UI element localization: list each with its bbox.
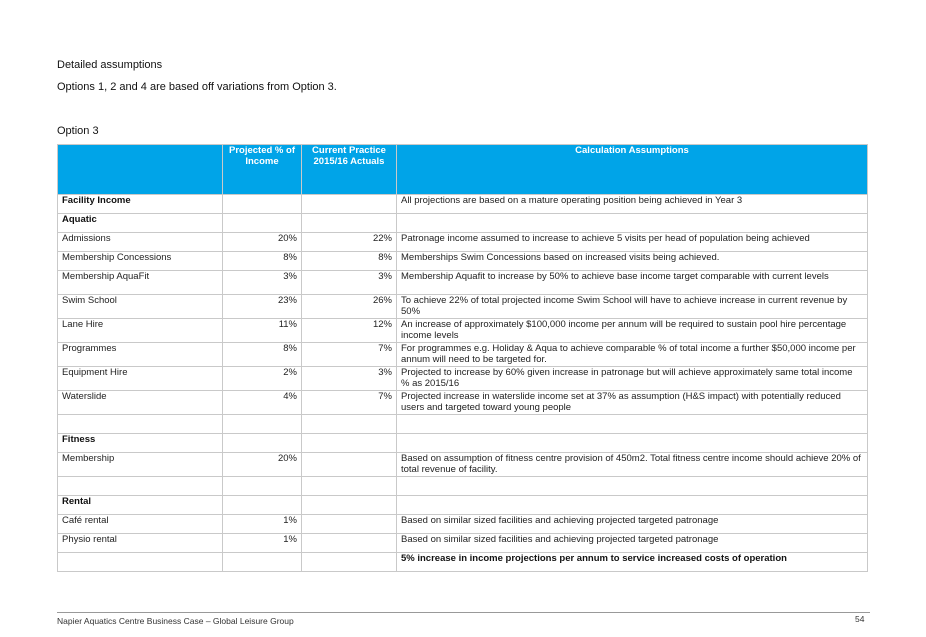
row-label: Fitness: [58, 434, 223, 453]
row-projected: [223, 195, 302, 214]
row-label: Swim School: [58, 295, 223, 319]
row-label: Membership: [58, 453, 223, 477]
row-projected: 23%: [223, 295, 302, 319]
row-current: [302, 515, 397, 534]
row-assumption: Projected to increase by 60% given increase in patronage but will achieve approximately same total income % as 2015/16: [397, 367, 868, 391]
table-row-lane-hire: [58, 319, 868, 343]
row-projected: 2%: [223, 367, 302, 391]
row-projected: [223, 477, 302, 496]
row-current: 8%: [302, 252, 397, 271]
row-assumption: Memberships Swim Concessions based on increased visits being achieved.: [397, 252, 868, 271]
table-row-membership-aquafit: [58, 271, 868, 295]
row-assumption: Membership Aquafit to increase by 50% to achieve base income target comparable with current levels: [397, 271, 868, 295]
heading-option-3: Option 3: [57, 125, 99, 137]
row-label: Programmes: [58, 343, 223, 367]
row-projected: 3%: [223, 271, 302, 295]
row-assumption: Patronage income assumed to increase to achieve 5 visits per head of population being achieved: [397, 233, 868, 252]
row-current: [302, 553, 397, 572]
row-projected: [223, 415, 302, 434]
row-assumption: All projections are based on a mature operating position being achieved in Year 3: [397, 195, 868, 214]
row-label: Admissions: [58, 233, 223, 252]
footer-text: Napier Aquatics Centre Business Case – Global Leisure Group: [57, 616, 294, 626]
row-assumption: [397, 477, 868, 496]
table-row-physio-rental: [58, 534, 868, 553]
table-row-spacer: [58, 415, 868, 434]
row-current: [302, 453, 397, 477]
row-current: 26%: [302, 295, 397, 319]
row-current: 3%: [302, 271, 397, 295]
table-row-waterslide: [58, 391, 868, 415]
row-current: 12%: [302, 319, 397, 343]
row-label: Rental: [58, 496, 223, 515]
row-assumption: For programmes e.g. Holiday & Aqua to achieve comparable % of total income a further $50,000 income per annum will need to be targeted for.: [397, 343, 868, 367]
table-row-swim-school: [58, 295, 868, 319]
table-row-facility-income: [58, 195, 868, 214]
row-current: [302, 434, 397, 453]
row-assumption: [397, 496, 868, 515]
row-projected: 8%: [223, 343, 302, 367]
row-assumption: To achieve 22% of total projected income Swim School will have to achieve increase in current revenue by 50%: [397, 295, 868, 319]
row-label: [58, 553, 223, 572]
row-assumption: [397, 214, 868, 233]
table-row-programmes: [58, 343, 868, 367]
row-label: Café rental: [58, 515, 223, 534]
header-projected: Projected % of Income: [223, 145, 302, 195]
row-assumption: Based on similar sized facilities and achieving projected targeted patronage: [397, 534, 868, 553]
row-assumption: Based on similar sized facilities and achieving projected targeted patronage: [397, 515, 868, 534]
row-assumption: 5% increase in income projections per annum to service increased costs of operation: [397, 553, 868, 572]
row-label: Waterslide: [58, 391, 223, 415]
row-current: 3%: [302, 367, 397, 391]
row-projected: 1%: [223, 515, 302, 534]
table-row-summary: [58, 553, 868, 572]
footer-divider: [57, 612, 870, 613]
row-projected: 1%: [223, 534, 302, 553]
row-assumption: Based on assumption of fitness centre provision of 450m2. Total fitness centre income should achieve 20% of total revenue of facility.: [397, 453, 868, 477]
page-number: 54: [855, 614, 865, 624]
row-label: Aquatic: [58, 214, 223, 233]
row-current: [302, 214, 397, 233]
table-row-aquatic: [58, 214, 868, 233]
row-label: [58, 415, 223, 434]
row-current: 7%: [302, 391, 397, 415]
table-row-rental: [58, 496, 868, 515]
row-current: 22%: [302, 233, 397, 252]
row-assumption: Projected increase in waterslide income set at 37% as assumption (H&S impact) with potentially reduced users and targeted toward young people: [397, 391, 868, 415]
heading-options-note: Options 1, 2 and 4 are based off variations from Option 3.: [57, 81, 337, 93]
row-label: [58, 477, 223, 496]
row-label: Lane Hire: [58, 319, 223, 343]
table-row-cafe-rental: [58, 515, 868, 534]
table-row-spacer: [58, 477, 868, 496]
header-label-col: [58, 145, 223, 195]
row-current: [302, 415, 397, 434]
table-row-fitness-membership: [58, 453, 868, 477]
row-assumption: [397, 415, 868, 434]
row-projected: 4%: [223, 391, 302, 415]
table-row-membership-concessions: [58, 252, 868, 271]
row-label: Facility Income: [58, 195, 223, 214]
row-projected: 20%: [223, 453, 302, 477]
row-current: [302, 195, 397, 214]
table-row-admissions: [58, 233, 868, 252]
row-label: Physio rental: [58, 534, 223, 553]
row-label: Membership Concessions: [58, 252, 223, 271]
row-label: Equipment Hire: [58, 367, 223, 391]
row-current: [302, 534, 397, 553]
row-current: [302, 496, 397, 515]
row-current: [302, 477, 397, 496]
header-calculation-assumptions: Calculation Assumptions: [397, 145, 868, 195]
row-label: Membership AquaFit: [58, 271, 223, 295]
row-current: 7%: [302, 343, 397, 367]
row-projected: 20%: [223, 233, 302, 252]
row-assumption: An increase of approximately $100,000 income per annum will be required to sustain pool hire percentage income levels: [397, 319, 868, 343]
row-projected: [223, 553, 302, 572]
table-header-row: [58, 145, 868, 195]
row-projected: [223, 496, 302, 515]
heading-detailed-assumptions: Detailed assumptions: [57, 59, 163, 71]
table-row-equipment-hire: [58, 367, 868, 391]
header-current-practice: Current Practice 2015/16 Actuals: [302, 145, 397, 195]
row-assumption: [397, 434, 868, 453]
row-projected: [223, 214, 302, 233]
row-projected: [223, 434, 302, 453]
row-projected: 11%: [223, 319, 302, 343]
table-row-fitness: [58, 434, 868, 453]
assumptions-table: [57, 144, 868, 572]
row-projected: 8%: [223, 252, 302, 271]
